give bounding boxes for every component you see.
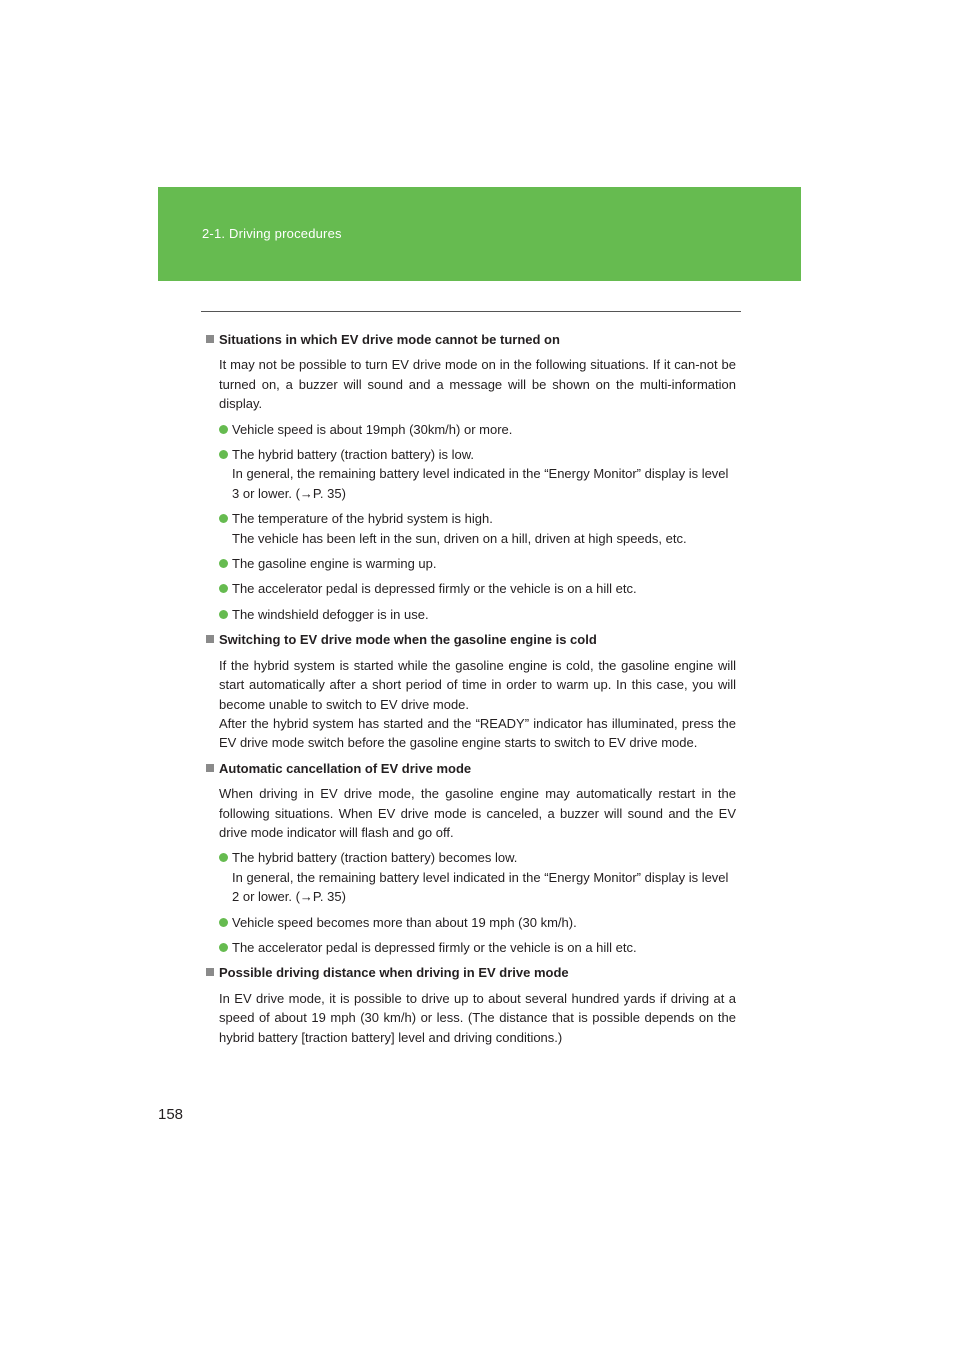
section-heading: Possible driving distance when driving in EV drive mode bbox=[206, 963, 736, 982]
bullet-item: The accelerator pedal is depressed firmly or the vehicle is on a hill etc. bbox=[219, 938, 736, 957]
divider-rule bbox=[201, 311, 741, 312]
page-number: 158 bbox=[158, 1106, 184, 1123]
bullet-dot-icon bbox=[219, 918, 228, 927]
bullet-detail: The vehicle has been left in the sun, driven on a hill, driven at high speeds, etc. bbox=[232, 530, 687, 546]
bullet-item: The windshield defogger is in use. bbox=[219, 605, 736, 624]
paragraph: It may not be possible to turn EV drive mode on in the following situations. If it can-not be turned on, a buzzer will sound and a message will be shown on the multi-information display. bbox=[219, 357, 736, 412]
bullet-detail: In general, the remaining battery level indicated in the “Energy Monitor” display is level 3 or lower. (→P. 35) bbox=[232, 466, 729, 501]
bullet-dot-icon bbox=[219, 425, 228, 434]
header-band bbox=[158, 187, 801, 281]
paragraph: After the hybrid system has started and the “READY” indicator has illuminated, press the EV drive mode switch before the gasoline engine starts to switch to EV drive mode. bbox=[219, 715, 736, 751]
bullet-item: The accelerator pedal is depressed firmly or the vehicle is on a hill etc. bbox=[219, 579, 736, 598]
bullet-item: The hybrid battery (traction battery) becomes low. In general, the remaining battery level indicated in the “Energy Monitor” display is level 2 or lower. (→P. 35) bbox=[219, 848, 736, 906]
section-heading: Situations in which EV drive mode cannot be turned on bbox=[206, 330, 736, 349]
paragraph: In EV drive mode, it is possible to drive up to about several hundred yards if driving at a speed of about 19 mph (30 km/h) or less. (The distance that is possible depends on the hybrid battery [traction battery] level and driving conditions.) bbox=[219, 990, 736, 1045]
bullet-dot-icon bbox=[219, 514, 228, 523]
bullet-item: The gasoline engine is warming up. bbox=[219, 554, 736, 573]
section-title: 2-1. Driving procedures bbox=[202, 226, 342, 241]
square-icon bbox=[206, 635, 214, 643]
bullet-item: The hybrid battery (traction battery) is low. In general, the remaining battery level indicated in the “Energy Monitor” display is level 3 or lower. (→P. 35) bbox=[219, 445, 736, 503]
bullet-dot-icon bbox=[219, 559, 228, 568]
bullet-item: The temperature of the hybrid system is high. The vehicle has been left in the sun, driven on a hill, driven at high speeds, etc. bbox=[219, 509, 736, 548]
bullet-item: Vehicle speed becomes more than about 19 mph (30 km/h). bbox=[219, 913, 736, 932]
bullet-dot-icon bbox=[219, 450, 228, 459]
section-heading: Switching to EV drive mode when the gasoline engine is cold bbox=[206, 630, 736, 649]
square-icon bbox=[206, 764, 214, 772]
content bbox=[206, 330, 736, 1053]
bullet-dot-icon bbox=[219, 610, 228, 619]
bullet-detail: In general, the remaining battery level indicated in the “Energy Monitor” display is level 2 or lower. (→P. 35) bbox=[232, 869, 729, 905]
bullet-item: Vehicle speed is about 19mph (30km/h) or more. bbox=[219, 420, 736, 439]
square-icon bbox=[206, 335, 214, 343]
paragraph: If the hybrid system is started while the gasoline engine is cold, the gasoline engine will start automatically after a short period of time in order to warm up. In this case, you will become unable to switch to EV drive mode. bbox=[219, 657, 736, 712]
paragraph: When driving in EV drive mode, the gasoline engine may automatically restart in the following situations. When EV drive mode is canceled, a buzzer will sound and the EV drive mode indicator will flash and go off. bbox=[219, 786, 736, 840]
bullet-list bbox=[219, 848, 736, 957]
bullet-dot-icon bbox=[219, 584, 228, 593]
square-icon bbox=[206, 968, 214, 976]
section-heading: Automatic cancellation of EV drive mode bbox=[206, 759, 736, 778]
bullet-list bbox=[219, 420, 736, 625]
bullet-dot-icon bbox=[219, 943, 228, 952]
bullet-dot-icon bbox=[219, 853, 228, 862]
